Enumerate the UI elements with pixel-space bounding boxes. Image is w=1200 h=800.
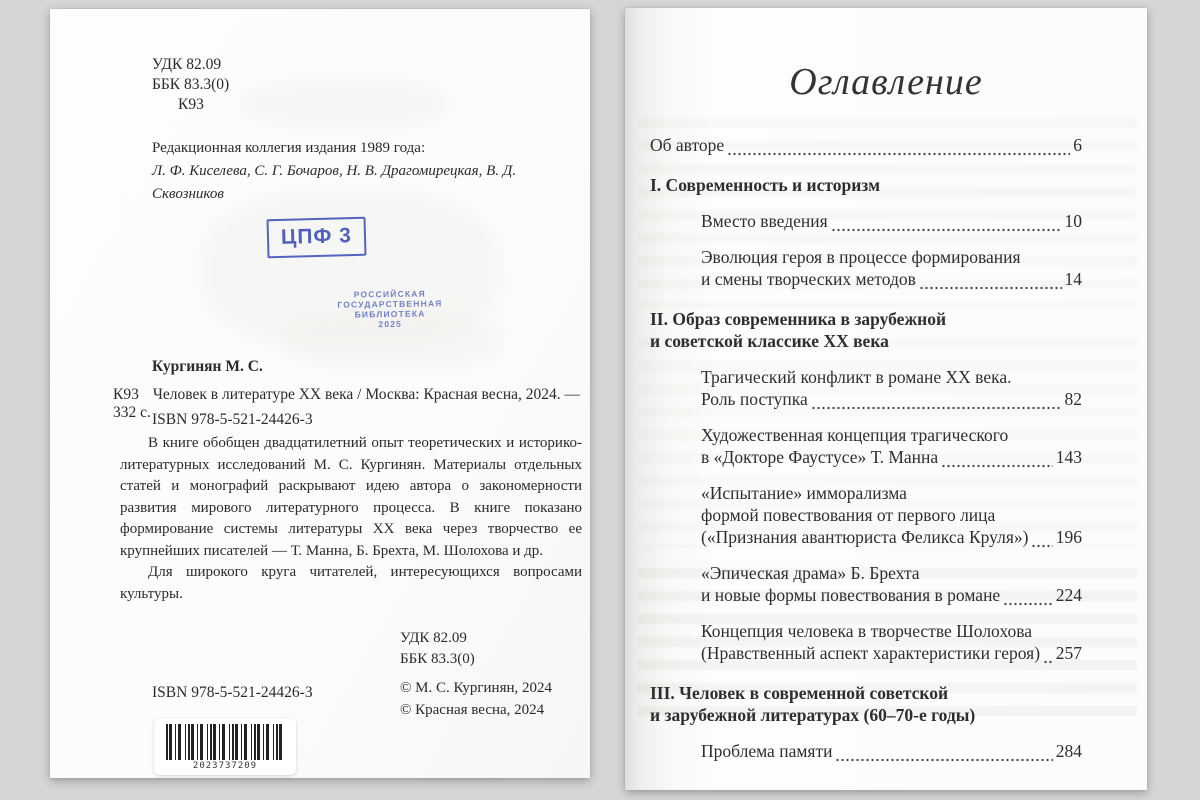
toc-page-number: 224 [1055,585,1082,605]
stamp-line: БИБЛИОТЕКА [354,308,426,320]
toc-page-number: 14 [1064,269,1082,289]
copyright-block [400,677,552,721]
toc-entry-label: «Испытание» имморализма [701,483,907,503]
bbk-code: ББК 83.3(0) [400,651,475,667]
library-ink-stamp [275,287,506,330]
toc-entry-label: и смены творческих методов [701,269,916,289]
dot-leader [727,142,1070,156]
dot-leader [835,748,1052,762]
toc-entry-label: и новые формы повествования в романе [701,585,1001,605]
toc-entry-label: «Эпическая драма» Б. Брехта [701,563,920,583]
toc-entry [650,246,1082,290]
toc-entry-label: Концепция человека в творчестве Шолохова [701,621,1032,641]
dot-leader [919,276,1062,290]
barcode-sticker [154,718,296,775]
dot-leader [1031,534,1052,548]
toc-entry [650,620,1082,664]
toc-entry-label: Эволюция героя в процессе формирования [701,247,1021,267]
toc-page-number: 6 [1073,135,1082,155]
isbn: ISBN 978-5-521-24426-3 [152,411,313,428]
toc-entry [650,366,1082,410]
toc-entry-label: Роль поступка [701,389,808,409]
toc-entry-label: (Нравственный аспект характеристики героя) [701,643,1041,663]
toc-page-number: 82 [1064,389,1082,409]
heading-line: и советской классике XX века [650,331,889,351]
toc-page-number: 143 [1055,447,1082,467]
heading-line: I. Современность и историзм [650,175,881,195]
toc-entry [650,740,1082,762]
dot-leader [1003,592,1053,606]
toc-page-number: 196 [1055,527,1082,547]
toc-section-heading-2 [650,308,1082,352]
toc-entry [650,562,1082,606]
dot-leader [831,218,1062,232]
bbk-code: ББК 83.3(0) [152,76,230,93]
barcode-number: 2023737209 [192,761,258,771]
toc-entry-label: в «Докторе Фаустусе» Т. Манна [701,447,939,467]
dot-leader [811,396,1062,410]
toc-section-heading-3 [650,682,1082,726]
toc-entry [650,424,1082,468]
dot-leader [1043,650,1053,664]
stamp-line: РОССИЙСКАЯ [353,288,426,300]
toc-entry-label: («Признания авантюриста Феликса Круля») [701,527,1029,547]
annotation [120,433,582,605]
toc-page-number: 257 [1055,643,1082,663]
toc-entry [650,482,1082,548]
editorial-board-names: Л. Ф. Киселева, С. Г. Бочаров, Н. В. Драгомирецкая, В. Д. Сквозников [152,163,517,202]
heading-line: и зарубежной литературах (60–70-е годы) [650,705,976,725]
stamp-line: ГОСУДАРСТВЕННАЯ [337,298,443,310]
copyright-line: © Красная весна, 2024 [400,702,545,718]
toc-entry-label: Трагический конфликт в романе XX века. [701,367,1012,387]
heading-line: III. Человек в современной советской [650,683,949,703]
toc-entry-label: Проблема памяти [701,741,833,761]
imprint-page [50,9,590,778]
isbn-bottom: ISBN 978-5-521-24426-3 [152,684,313,701]
toc-page-number: 10 [1064,211,1082,231]
udk-code: УДК 82.09 [152,56,222,73]
toc-page-number: 284 [1055,741,1082,761]
toc-entry-label: формой повествования от первого лица [701,505,996,525]
udk-block-top [152,55,229,115]
udk-code: УДК 82.09 [400,630,467,646]
copyright-line: © М. С. Кургинян, 2024 [400,680,552,696]
editorial-board [152,137,590,206]
barcode-icon [166,724,284,760]
page-title: Оглавление [789,61,983,103]
toc-entry-label: Художественная концепция трагического [701,425,1009,445]
toc-entry-label: Вместо введения [701,211,828,231]
catalog-code: К93 [113,386,139,403]
catalog-description: Человек в литературе XX века / Москва: Красная весна, 2024. — 332 с. [113,386,581,421]
annotation-paragraph: В книге обобщен двадцатилетний опыт теоретических и историко-литературных исследований М. С. Кургинян. Материалы отдельных статей и монографий раскрывают идею автора о закономерности развития мирового литературного процесса. В книге показано формирование системы литературы XX века через творчество ее крупнейших писателей — Т. Манна, Б. Брехта, М. Шолохова и др. [120,435,582,559]
dot-leader [941,454,1053,468]
toc-section-heading-1 [650,174,1082,196]
library-box-stamp: ЦПФ 3 [267,217,367,259]
toc-entry [650,210,1082,232]
toc-page [625,8,1147,790]
udk-block-bottom [400,628,475,670]
toc-entry-about-author [650,134,1082,156]
heading-line: II. Образ современника в зарубежной [650,309,947,329]
stamp-line: 2025 [378,318,403,330]
author-name: Кургинян М. С. [152,358,263,375]
catalog-letter-code: К93 [178,96,204,113]
annotation-paragraph: Для широкого круга читателей, интересующихся вопросами культуры. [120,564,582,602]
bleed-through-blob [240,79,450,129]
toc-entry-label: Об авторе [650,135,725,155]
editorial-board-label: Редакционная коллегия издания 1989 года: [152,140,426,156]
table-of-contents [650,134,1082,776]
